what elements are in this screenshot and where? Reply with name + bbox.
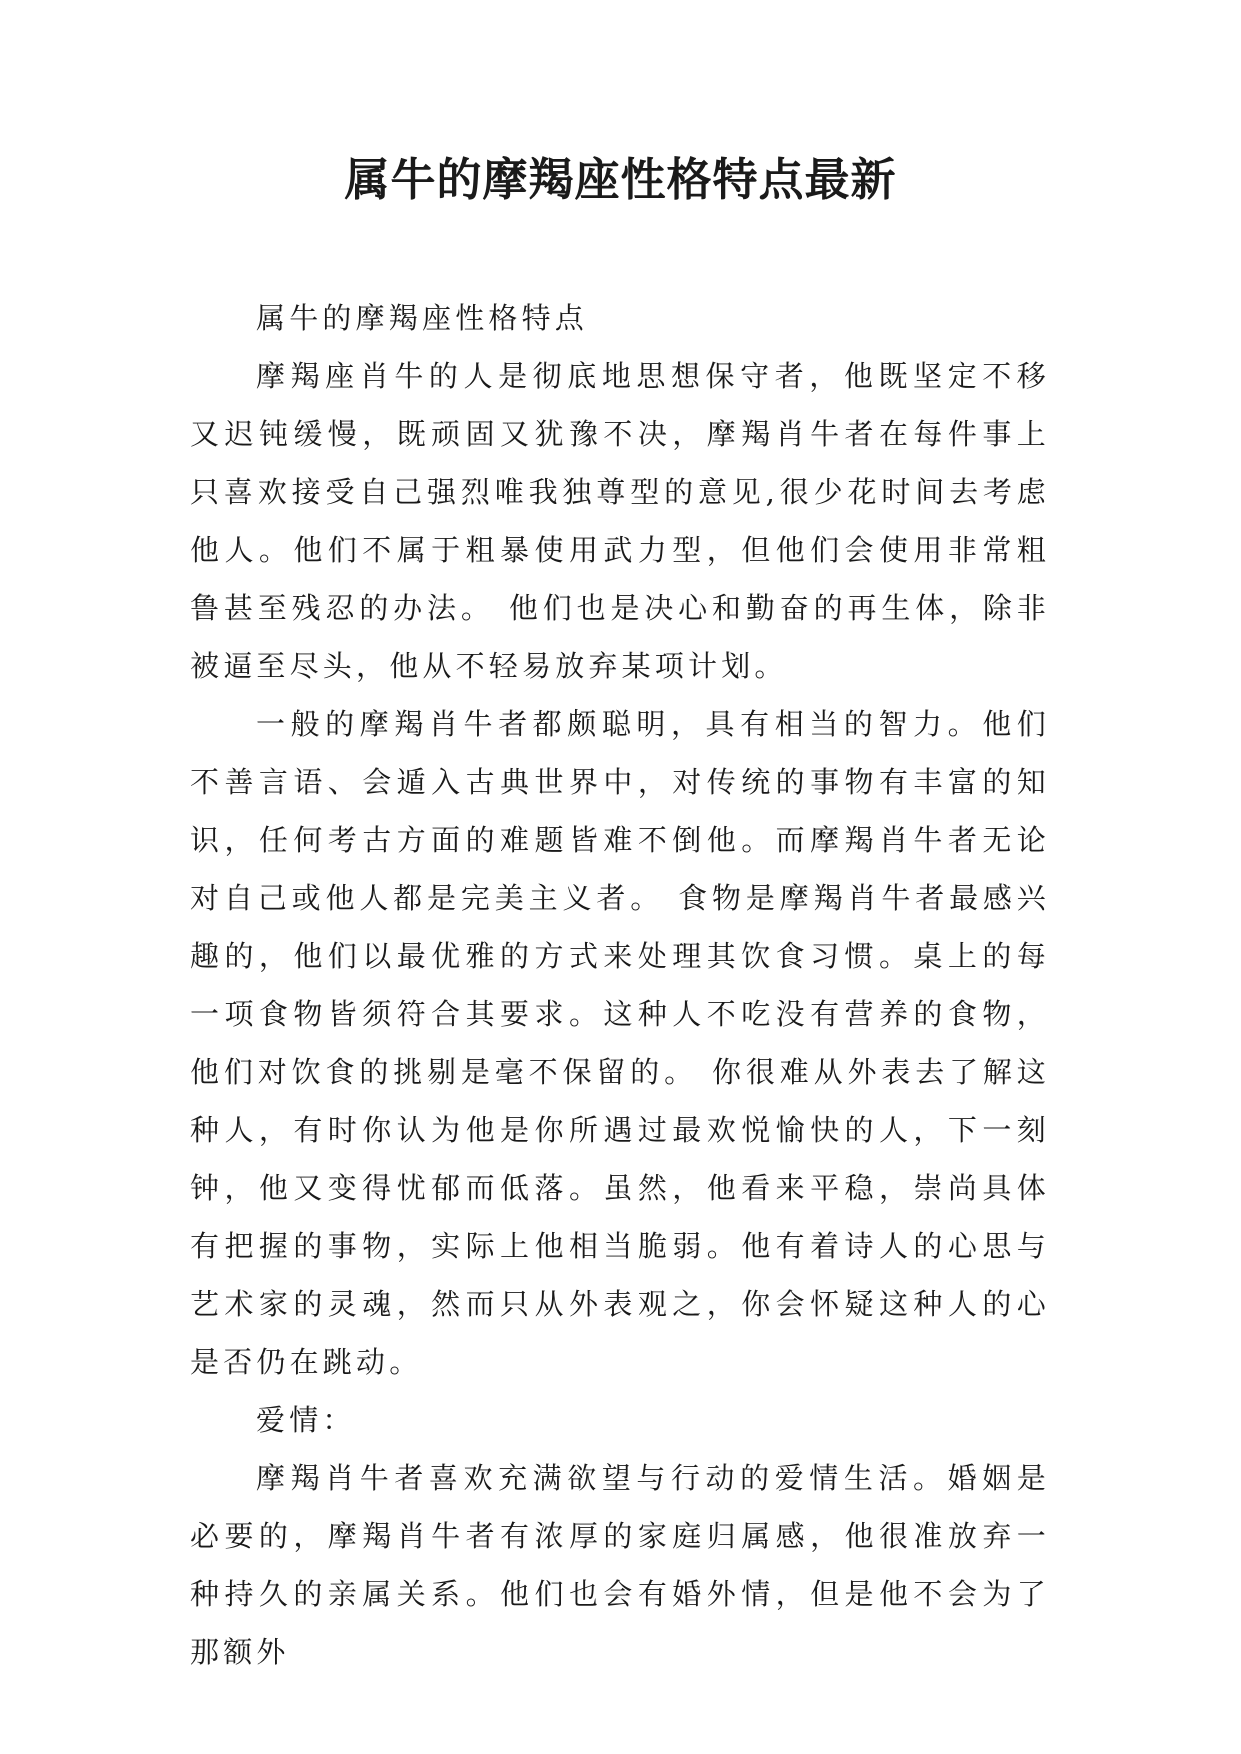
paragraph: 一般的摩羯肖牛者都颇聪明，具有相当的智力。他们不善言语、会遁入古典世界中，对传统的事物有丰富的知识，任何考古方面的难题皆难不倒他。而摩羯肖牛者无论对自己或他人都是完美主义者。 食物是摩羯肖牛者最感兴趣的，他们以最优雅的方式来处理其饮食习惯。桌上的每一项食物皆须符合其要求。这种人不吃没有营养的食物，他们对饮食的挑剔是毫不保留的。 你很难从外表去了解这种人，有时你认为他是你所遇过最欢悦愉快的人，下一刻钟，他又变得忧郁而低落。虽然，他看来平稳，崇尚具体有把握的事物，实际上他相当脆弱。他有着诗人的心思与艺术家的灵魂，然而只从外表观之，你会怀疑这种人的心是否仍在跳动。 xyxy=(190,707,1050,1379)
paragraph: 摩羯座肖牛的人是彻底地思想保守者，他既坚定不移又迟钝缓慢，既顽固又犹豫不决，摩羯肖牛者在每件事上只喜欢接受自己强烈唯我独尊型的意见,很少花时间去考虑他人。他们不属于粗暴使用武力型，但他们会使用非常粗鲁甚至残忍的办法。 他们也是决心和勤奋的再生体，除非被逼至尽头，他从不轻易放弃某项计划。 xyxy=(190,359,1050,683)
document-body xyxy=(190,289,1050,1681)
document-title: 属牛的摩羯座性格特点最新 xyxy=(344,153,897,206)
section-heading: 属牛的摩羯座性格特点 xyxy=(256,301,589,335)
section-heading: 爱情： xyxy=(256,1403,356,1437)
paragraph: 摩羯肖牛者喜欢充满欲望与行动的爱情生活。婚姻是必要的，摩羯肖牛者有浓厚的家庭归属感，他很准放弃一种持久的亲属关系。他们也会有婚外情，但是他不会为了那额外 xyxy=(190,1461,1050,1669)
